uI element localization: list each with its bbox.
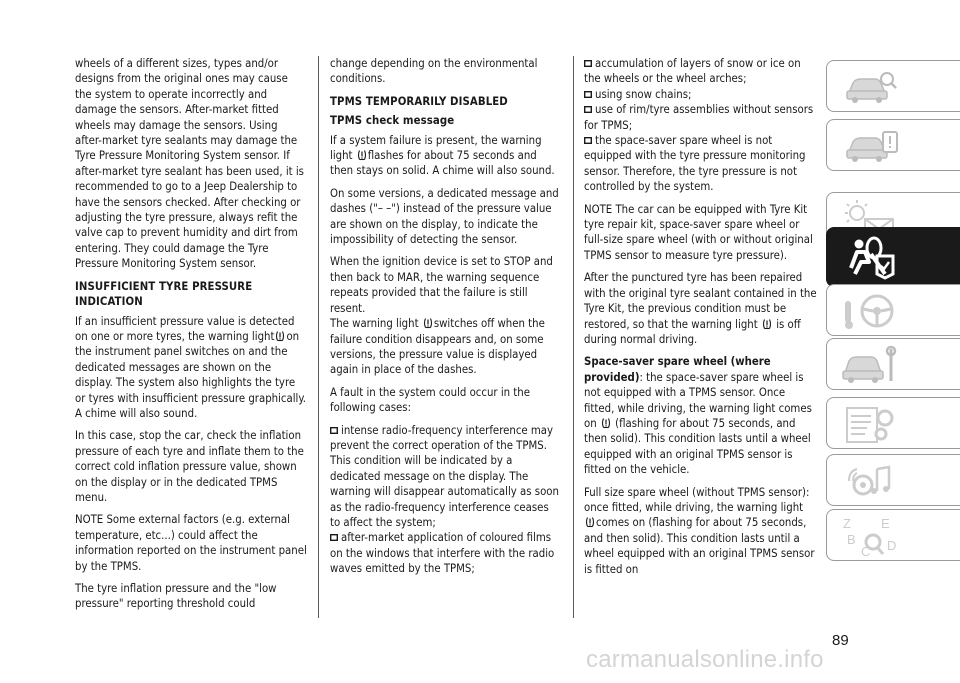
paragraph: change depending on the environmental conditions. bbox=[330, 57, 538, 86]
bullet-icon bbox=[330, 534, 338, 541]
section-heading-tpms-disabled: TPMS TEMPORARILY DISABLED bbox=[330, 94, 508, 108]
list-item: the space-saver spare wheel is not equipped with the tyre pressure monitoring sensor. Therefore, the tyre pressure is not controlled by the system. bbox=[584, 134, 806, 194]
car-search-icon bbox=[841, 67, 901, 107]
car-wrench-icon bbox=[841, 345, 901, 385]
airbag-safety-icon bbox=[841, 234, 901, 282]
paragraph: Space-saver spare wheel (where provided): the space-saver spare wheel is not equipped with a TPMS sensor. Once fitted, while driving, the warning light comes on (flashing for about 75 seconds, and then solid). This condition lasts until a wheel equipped with an original TPMS sensor is fitted on the vehicle. bbox=[584, 355, 812, 477]
chapter-tab-index[interactable] bbox=[826, 509, 960, 561]
paragraph: wheels of a different sizes, types and/or designs from the original ones may cause the system to operate incorrectly and damage the sensors. After-market fitted wheels may damage the sensors. Using after-market tyre sealants may damage the Tyre Pressure Monitoring System sensor. If after-market tyre sealant has been used, it is recommended to go to a Jeep Dealership to have the sensors checked. After checking or adjusting the tyre pressure, always refit the valve cap to prevent humidity and dirt from entering. They could damage the Tyre Pressure Monitoring System sensor. bbox=[75, 57, 304, 271]
tyre-pressure-warning-icon bbox=[275, 330, 285, 342]
watermark: carmanualsonline.info bbox=[586, 646, 824, 673]
column-3 bbox=[584, 56, 817, 577]
paragraph: A fault in the system could occur in the following cases: bbox=[330, 385, 530, 415]
paragraph: If a system failure is present, the warning light flashes for about 75 seconds and then stays on solid. A chime will also sound. bbox=[330, 133, 555, 178]
svg-text:E: E bbox=[881, 516, 890, 531]
specifications-gear-icon bbox=[841, 404, 901, 444]
note-paragraph: NOTE Some external factors (e.g. external temperature, etc...) could affect the information reported on the instrument panel by the TPMS. bbox=[75, 513, 307, 573]
list-item: after-market application of coloured films on the windows that interfere with the radio waves emitted by the TPMS; bbox=[330, 531, 555, 576]
column-divider bbox=[318, 56, 319, 618]
tyre-pressure-warning-icon bbox=[585, 516, 595, 528]
tyre-pressure-warning-icon bbox=[357, 149, 367, 161]
paragraph: Full size spare wheel (without TPMS sensor): once fitted, while driving, the warning light comes on (flashing for about 75 seconds, and then solid). This condition lasts until a wheel equipped with an original TPMS sensor is fitted on bbox=[584, 485, 815, 576]
note-paragraph: NOTE The car can be equipped with Tyre Kit tyre repair kit, space-saver spare wheel or full-size spare wheel (with or without original TPMS sensor to measure tyre pressure). bbox=[584, 202, 813, 262]
car-dashboard-icon bbox=[841, 126, 901, 166]
paragraph: After the punctured tyre has been repaired with the original tyre sealant contained in the Tyre Kit, the previous condition must be restored, so that the warning light is off during normal driving. bbox=[584, 271, 817, 346]
paragraph: The tyre inflation pressure and the "low pressure" reporting threshold could bbox=[75, 582, 277, 611]
bullet-icon bbox=[584, 106, 592, 113]
svg-text:C: C bbox=[861, 544, 871, 559]
page-number: 89 bbox=[832, 632, 849, 649]
chapter-tab-starting-driving[interactable] bbox=[826, 284, 960, 336]
paragraph: In this case, stop the car, check the inflation pressure of each tyre and inflate them to the correct cold inflation pressure value, shown on the display or in the dedicated TPMS menu. bbox=[75, 429, 304, 504]
bullet-icon bbox=[330, 427, 338, 434]
bullet-icon bbox=[584, 91, 592, 98]
chapter-tab-servicing[interactable] bbox=[826, 397, 960, 449]
list-item: intense radio-frequency interference may prevent the correct operation of the TPMS. This condition will be indicated by a dedicated message on the display. The warning will disappear automatically as soon as the radio-frequency interference ceases to affect the system; bbox=[330, 423, 559, 529]
chapter-tab-technical-data[interactable] bbox=[826, 454, 960, 506]
svg-text:Z: Z bbox=[843, 516, 851, 531]
bullet-icon bbox=[584, 137, 592, 144]
paragraph: If an insufficient pressure value is detected on one or more tyres, the warning light on the instrument panel switches on and the dedicated messages are shown on the display. The system also highlights the tyre or tyres with insufficient pressure graphically. A chime will also sound. bbox=[75, 314, 307, 420]
paragraph: When the ignition device is set to STOP and then back to MAR, the warning sequence repeats provided that the failure is still resent. bbox=[330, 255, 553, 315]
column-1 bbox=[75, 56, 307, 612]
subheading-tpms-check: TPMS check message bbox=[330, 114, 455, 128]
list-item: accumulation of layers of snow or ice on the wheels or the wheel arches; bbox=[584, 57, 801, 86]
steering-wheel-key-icon bbox=[841, 291, 901, 331]
inline-heading-space-saver: Space-saver spare wheel (where provided) bbox=[584, 355, 771, 384]
alphabet-index-icon bbox=[841, 516, 901, 560]
bullet-icon bbox=[584, 60, 592, 67]
chapter-tab-safety[interactable] bbox=[826, 227, 960, 287]
paragraph: On some versions, a dedicated message and dashes ("– –") instead of the pressure value are shown on the display, to indicate the impossibility of detecting the sensor. bbox=[330, 186, 559, 247]
paragraph: The warning light switches off when the failure condition disappears and, on some versions, the pressure value is displayed again in place of the dashes. bbox=[330, 317, 545, 377]
section-heading-insufficient-pressure: INSUFFICIENT TYRE PRESSURE INDICATION bbox=[75, 279, 253, 309]
multimedia-icon bbox=[841, 461, 901, 501]
chapter-tab-emergency[interactable] bbox=[826, 338, 960, 390]
tyre-pressure-warning-icon bbox=[423, 317, 433, 329]
chapter-tab-getting-to-know[interactable] bbox=[826, 60, 960, 112]
list-item: using snow chains; bbox=[584, 87, 817, 102]
chapter-tab-dashboard[interactable] bbox=[826, 119, 960, 171]
tyre-pressure-warning-icon bbox=[762, 318, 772, 330]
svg-text:D: D bbox=[887, 538, 897, 553]
list-item: use of rim/tyre assemblies without sensors for TPMS; bbox=[584, 103, 814, 132]
tyre-pressure-warning-icon bbox=[601, 417, 611, 429]
svg-text:B: B bbox=[847, 532, 856, 547]
column-divider bbox=[573, 56, 574, 618]
column-2 bbox=[330, 56, 562, 577]
